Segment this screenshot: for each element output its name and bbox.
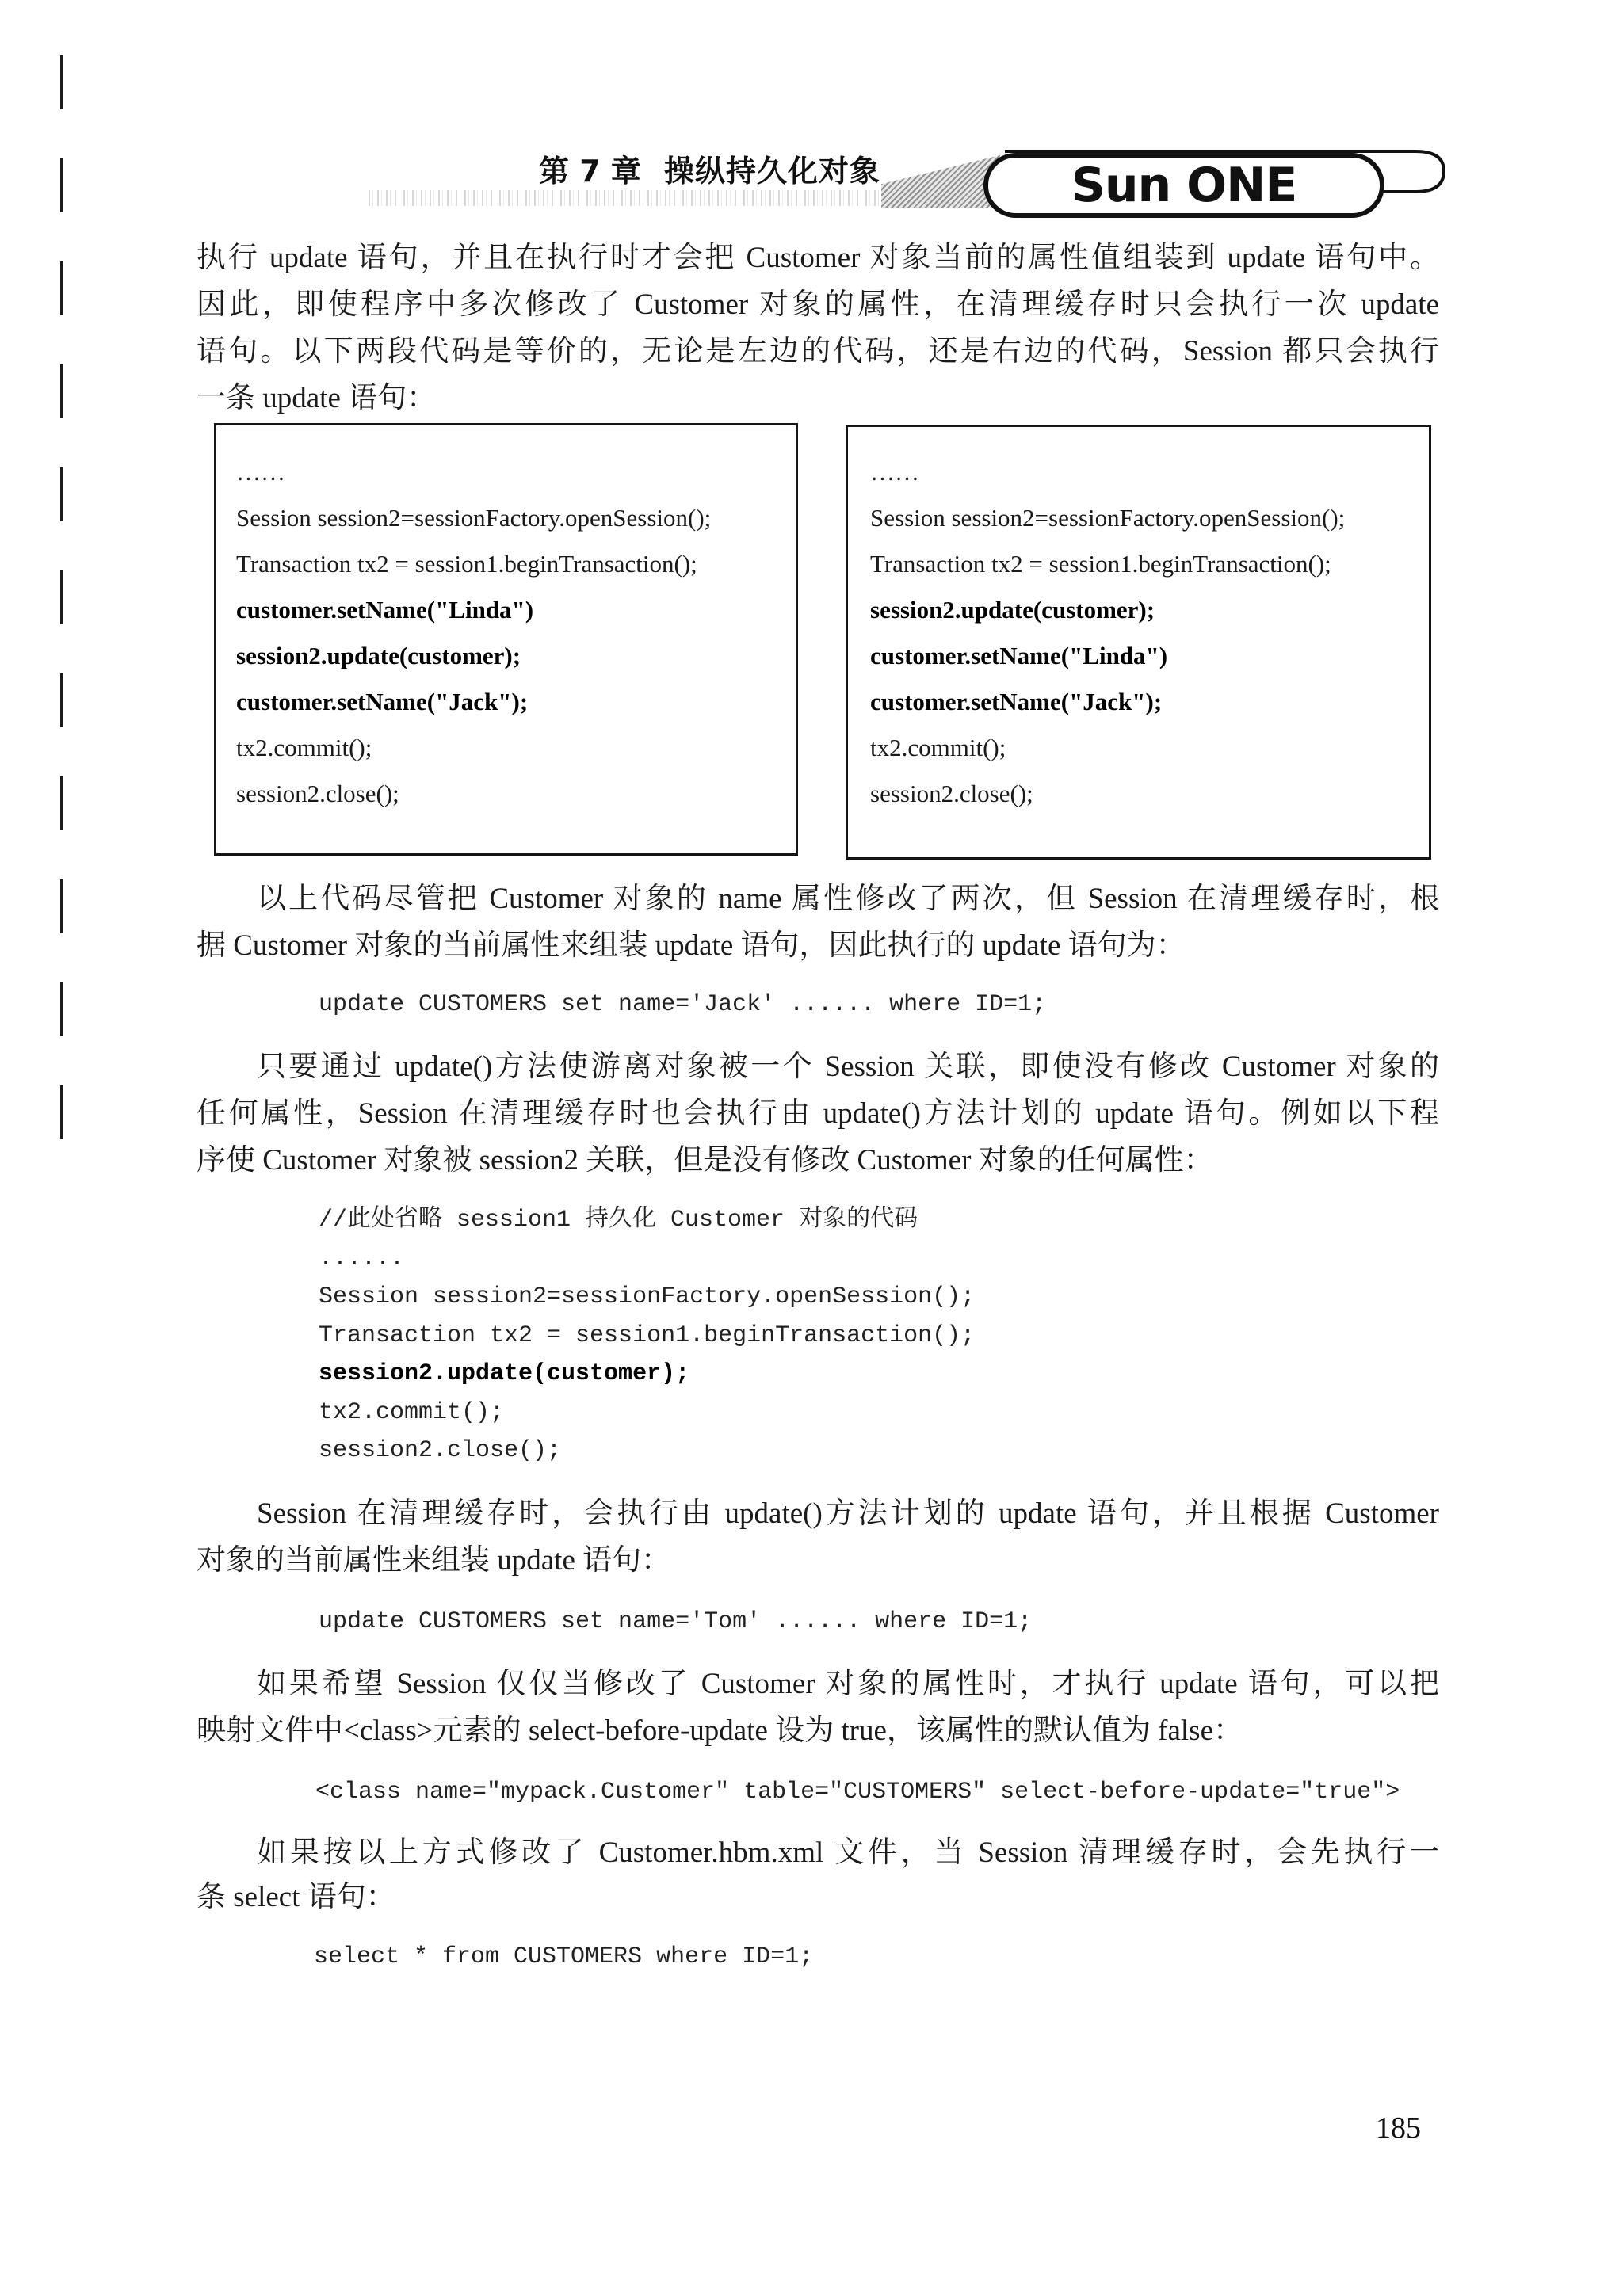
- sql-select: [314, 1938, 813, 1976]
- text-line: 以上代码尽管把 Customer 对象的 name 属性修改了两次，但 Session 在清理缓存时，根: [257, 883, 1439, 915]
- code-line: ......: [319, 1245, 405, 1272]
- code-line: select * from CUSTOMERS where ID=1;: [314, 1943, 814, 1970]
- code-line-bold: customer.setName("Jack");: [870, 688, 1163, 715]
- text-line: 一条 update 语句：: [197, 382, 437, 414]
- code-box-left: [214, 423, 798, 856]
- code-line: ……: [870, 458, 919, 486]
- paragraph-6: [197, 1831, 1439, 1920]
- sun-one-logo: Sun ONE: [1071, 158, 1297, 213]
- text-line: 条 select 语句：: [197, 1881, 395, 1913]
- code-line: Transaction tx2 = session1.beginTransaction();: [870, 550, 1331, 578]
- paragraph-1: [197, 235, 1439, 421]
- code-box-right: [846, 425, 1431, 860]
- code-line: tx2.commit();: [870, 734, 1006, 761]
- code-line: update CUSTOMERS set name='Tom' ...... where ID=1;: [319, 1608, 1033, 1635]
- text-line: 序使 Customer 对象被 session2 关联，但是没有修改 Customer 对象的任何属性：: [197, 1144, 1213, 1177]
- text-line: 只要通过 update()方法使游离对象被一个 Session 关联，即使没有修改 Customer 对象的: [257, 1051, 1439, 1083]
- code-comment-line: //此处省略 session1 持久化 Customer 对象的代码: [319, 1207, 918, 1234]
- code-line: Transaction tx2 = session1.beginTransaction();: [319, 1322, 976, 1349]
- code-line: tx2.commit();: [236, 734, 372, 761]
- page-number: 185: [1376, 2111, 1421, 2145]
- code-line: Session session2=sessionFactory.openSession();: [870, 504, 1346, 532]
- text-line: 如果按以上方式修改了 Customer.hbm.xml 文件，当 Session 清理缓存时，会先执行一: [257, 1836, 1439, 1869]
- sql-update-jack: [319, 986, 1046, 1024]
- text-line: 因此，即使程序中多次修改了 Customer 对象的属性，在清理缓存时只会执行一次 update: [197, 288, 1439, 321]
- chapter-title: 操纵持久化对象: [664, 154, 881, 189]
- code-line-bold: session2.update(customer);: [319, 1360, 690, 1387]
- text-line: Session 在清理缓存时，会执行由 update()方法计划的 update 语句，并且根据 Customer: [257, 1497, 1439, 1530]
- paragraph-4: [197, 1490, 1439, 1584]
- code-line: update CUSTOMERS set name='Jack' ...... where ID=1;: [319, 991, 1047, 1018]
- code-line: session2.close();: [870, 780, 1033, 807]
- code-line: Session session2=sessionFactory.openSession();: [319, 1283, 976, 1310]
- code-line-bold: customer.setName("Linda"): [870, 642, 1168, 669]
- text-line: 执行 update 语句，并且在执行时才会把 Customer 对象当前的属性值组装到 update 语句中。: [197, 242, 1439, 274]
- code-line-bold: customer.setName("Jack");: [236, 688, 529, 715]
- code-line-bold: customer.setName("Linda"): [236, 596, 534, 624]
- code-line: ……: [236, 458, 285, 486]
- chapter-number: 第 7 章: [539, 154, 641, 189]
- code-line: tx2.commit();: [319, 1398, 505, 1426]
- mapping-class-element: [315, 1773, 1400, 1811]
- text-line: 映射文件中<class>元素的 select-before-update 设为 true，该属性的默认值为 false：: [197, 1714, 1243, 1747]
- code-line: Transaction tx2 = session1.beginTransaction();: [236, 550, 697, 578]
- code-block-session-update: [319, 1201, 975, 1470]
- text-line: 语句。以下两段代码是等价的，无论是左边的代码，还是右边的代码，Session 都只会执行: [197, 335, 1439, 368]
- code-line: session2.close();: [319, 1437, 562, 1464]
- code-line-bold: session2.update(customer);: [236, 642, 521, 669]
- code-line-bold: session2.update(customer);: [870, 596, 1155, 624]
- code-line: Session session2=sessionFactory.openSession();: [236, 504, 712, 532]
- text-line: 任何属性，Session 在清理缓存时也会执行由 update()方法计划的 update 语句。例如以下程: [197, 1097, 1439, 1130]
- code-line: session2.close();: [236, 780, 399, 807]
- sql-update-tom: [319, 1603, 1032, 1641]
- text-line: 如果希望 Session 仅仅当修改了 Customer 对象的属性时，才执行 update 语句，可以把: [257, 1668, 1439, 1700]
- text-line: 据 Customer 对象的当前属性来组装 update 语句，因此执行的 update 语句为：: [197, 929, 1186, 962]
- code-line: <class name="mypack.Customer" table="CUSTOMERS" select-before-update="true">: [315, 1779, 1400, 1806]
- paragraph-5: [197, 1661, 1439, 1754]
- paragraph-3: [197, 1043, 1439, 1184]
- text-line: 对象的当前属性来组装 update 语句：: [197, 1544, 671, 1577]
- paragraph-2: [197, 875, 1439, 969]
- scan-margin-marks: [60, 55, 63, 1149]
